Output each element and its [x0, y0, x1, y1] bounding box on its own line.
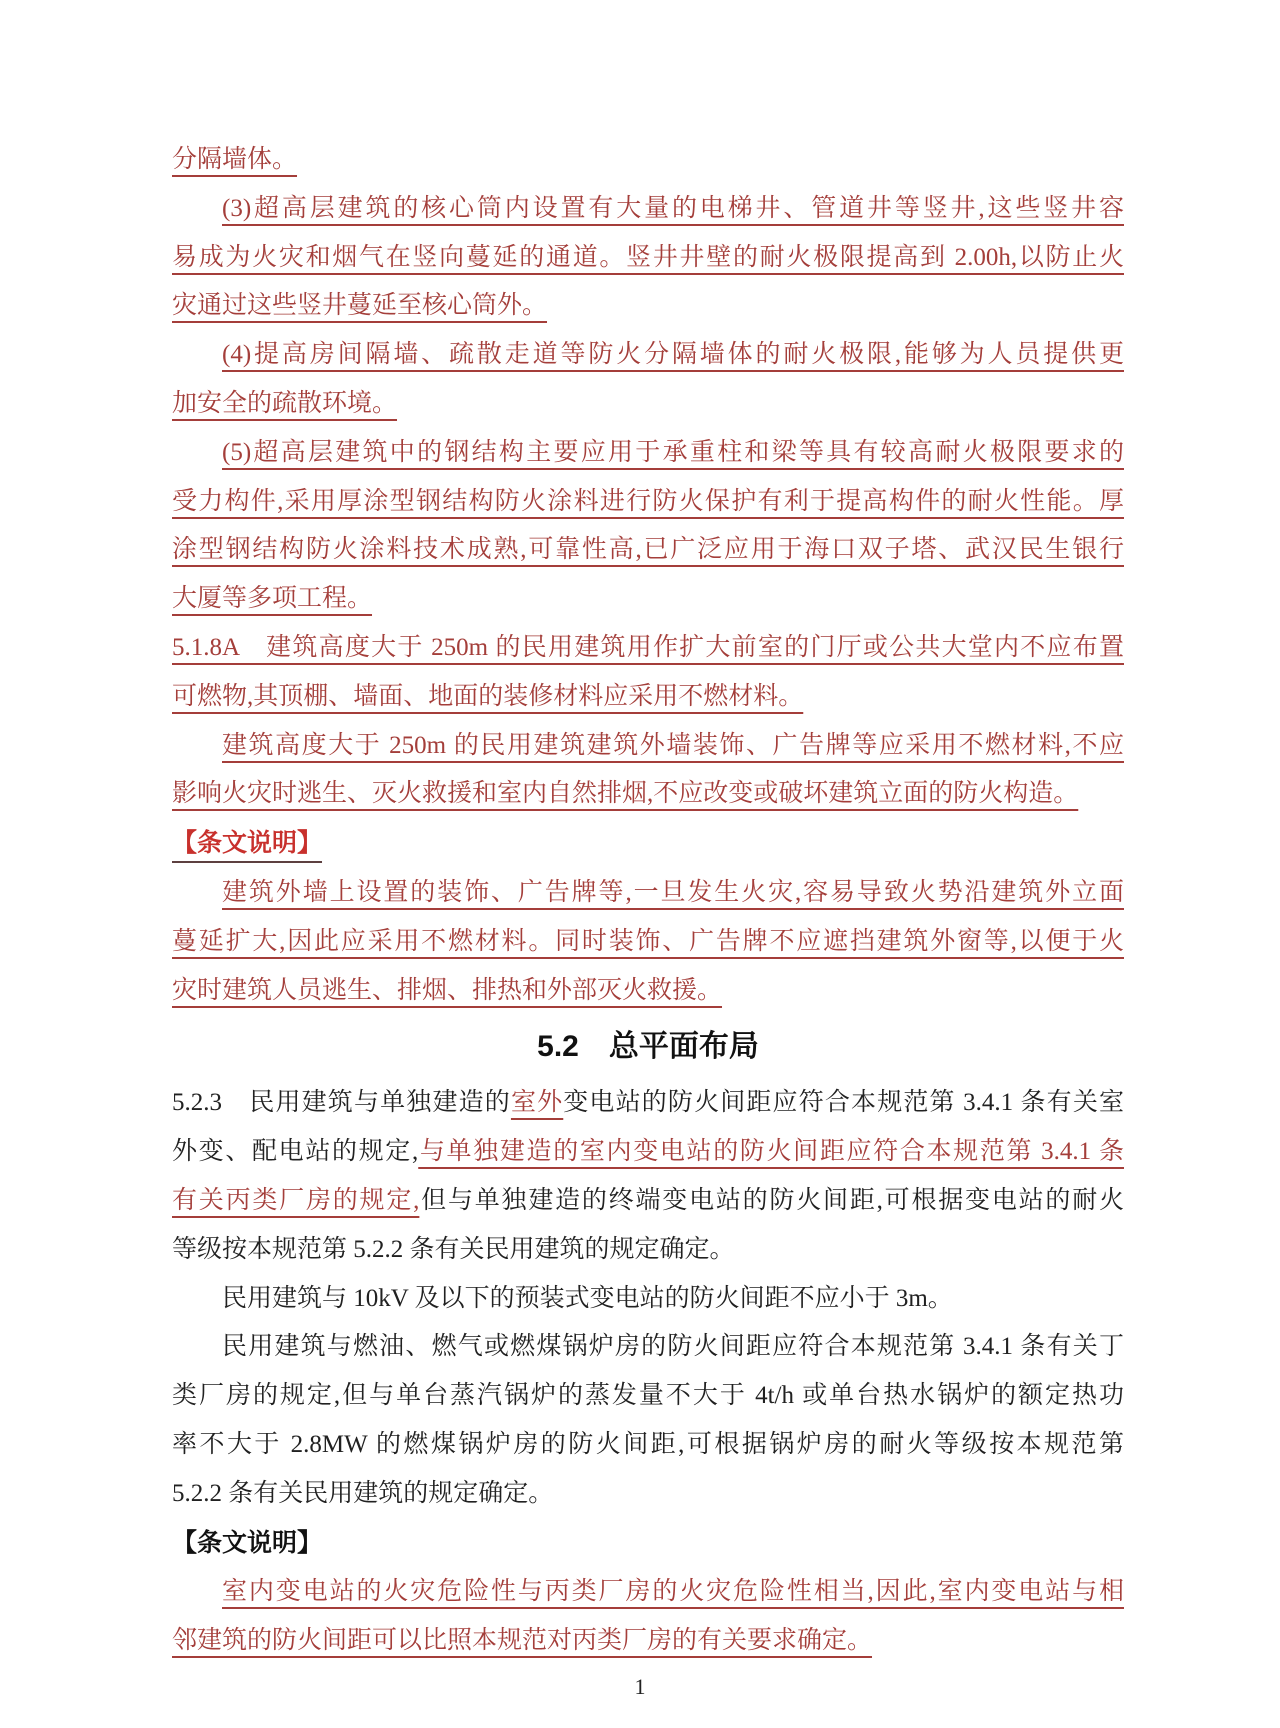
red-underlined-text: 邻建筑的防火间距可以比照本规范对丙类厂房的有关要求确定。	[172, 1627, 873, 1655]
text-line	[172, 1519, 1124, 1569]
red-underlined-text: 建筑外墙上设置的装饰、广告牌等,一旦发生火灾,容易导致火势沿建筑外立面	[222, 878, 1124, 906]
text-run: 5.2.3 民用建筑与单独建造的	[172, 1089, 511, 1117]
red-underlined-text: 可燃物,其顶棚、墙面、地面的装修材料应采用不燃材料。	[172, 682, 804, 710]
text-line	[172, 1177, 1124, 1226]
text-line	[172, 1323, 1124, 1372]
text-line	[172, 1617, 1124, 1666]
text-run: 率不大于 2.8MW 的燃煤锅炉房的防火间距,可根据锅炉房的耐火等级按本规范第	[172, 1430, 1124, 1458]
red-underlined-text: (3)超高层建筑的核心筒内设置有大量的电梯井、管道井等竖井,这些竖井容	[222, 194, 1124, 222]
text-line	[172, 624, 1124, 673]
section-heading	[172, 1015, 1124, 1079]
text-line	[172, 429, 1124, 478]
text-line	[172, 1568, 1124, 1617]
red-underlined-text: 室外	[510, 1089, 564, 1117]
text-line	[172, 869, 1124, 918]
red-underlined-text: 与单独建造的室内变电站的防火间距应符合本规范第 3.4.1 条	[418, 1138, 1124, 1166]
page-number: 1	[634, 1674, 646, 1699]
text-line	[172, 575, 1124, 624]
text-run: 民用建筑与燃油、燃气或燃煤锅炉房的防火间距应符合本规范第 3.4.1 条有关丁	[222, 1333, 1124, 1361]
red-underlined-text: 灾通过这些竖井蔓延至核心筒外。	[172, 292, 548, 320]
text-line	[172, 722, 1124, 771]
red-underlined-text: (5)超高层建筑中的钢结构主要应用于承重柱和梁等具有较高耐火极限要求的	[222, 438, 1124, 466]
red-underlined-text: 灾时建筑人员逃生、排烟、排热和外部灭火救援。	[172, 976, 723, 1004]
red-underlined-text: 易成为火灾和烟气在竖向蔓延的通道。竖井井壁的耐火极限提高到 2.00h,以防止火	[172, 243, 1124, 271]
text-line	[172, 478, 1124, 527]
text-line	[172, 1128, 1124, 1177]
text-run: 等级按本规范第 5.2.2 条有关民用建筑的规定确定。	[172, 1235, 735, 1263]
red-underlined-text: 有关丙类厂房的规定,	[172, 1186, 420, 1214]
text-line	[172, 1470, 1124, 1519]
text-line	[172, 234, 1124, 283]
text-line	[172, 770, 1124, 819]
text-run: 类厂房的规定,但与单台蒸汽锅炉的蒸发量不大于 4t/h 或单台热水锅炉的额定热功	[172, 1382, 1124, 1410]
text-line	[172, 1079, 1124, 1128]
red-underlined-text: 受力构件,采用厚涂型钢结构防火涂料进行防火保护有利于提高构件的耐火性能。厚	[172, 487, 1124, 515]
text-run: 【条文说明】	[172, 1528, 323, 1557]
text-run: 外变、配电站的规定,	[172, 1138, 419, 1166]
text-run: 5.2.2 条有关民用建筑的规定确定。	[172, 1479, 554, 1507]
text-line	[172, 185, 1124, 234]
text-line	[172, 1226, 1124, 1275]
red-underlined-text: 室内变电站的火灾危险性与丙类厂房的火灾危险性相当,因此,室内变电站与相	[222, 1578, 1124, 1606]
text-run: 5.2 总平面布局	[537, 1030, 759, 1064]
text-line	[172, 331, 1124, 380]
text-line	[172, 967, 1124, 1016]
red-underlined-text: 加安全的疏散环境。	[172, 389, 398, 417]
text-line	[172, 282, 1124, 331]
text-line	[172, 526, 1124, 575]
red-underlined-text: 大厦等多项工程。	[172, 585, 373, 613]
text-line	[172, 136, 1124, 185]
text-line	[172, 380, 1124, 429]
text-line	[172, 1372, 1124, 1421]
text-line	[172, 1421, 1124, 1470]
red-underlined-text: 蔓延扩大,因此应采用不燃材料。同时装饰、广告牌不应遮挡建筑外窗等,以便于火	[172, 927, 1124, 955]
text-run: 民用建筑与 10kV 及以下的预装式变电站的防火间距不应小于 3m。	[222, 1284, 953, 1312]
text-run: 变电站的防火间距应符合本规范第 3.4.1 条有关室	[563, 1089, 1124, 1117]
clause-note-heading: 【条文说明】	[172, 829, 323, 858]
red-underlined-text: 建筑高度大于 250m 的民用建筑建筑外墙装饰、广告牌等应采用不燃材料,不应	[222, 731, 1124, 759]
red-underlined-text: (4)提高房间隔墙、疏散走道等防火分隔墙体的耐火极限,能够为人员提供更	[222, 341, 1124, 369]
red-underlined-text: 涂型钢结构防火涂料技术成熟,可靠性高,已广泛应用于海口双子塔、武汉民生银行	[172, 536, 1124, 564]
text-line	[172, 819, 1124, 869]
text-line	[172, 918, 1124, 967]
red-underlined-text: 分隔墙体。	[172, 146, 298, 173]
text-run: 但与单独建造的终端变电站的防火间距,可根据变电站的耐火	[419, 1186, 1124, 1214]
red-underlined-text: 5.1.8A 建筑高度大于 250m 的民用建筑用作扩大前室的门厅或公共大堂内不应布置	[172, 633, 1124, 661]
document-body	[172, 136, 1124, 1666]
text-line	[172, 673, 1124, 722]
text-line	[172, 1275, 1124, 1324]
red-underlined-text: 影响火灾时逃生、灭火救援和室内自然排烟,不应改变或破坏建筑立面的防火构造。	[172, 780, 1079, 808]
